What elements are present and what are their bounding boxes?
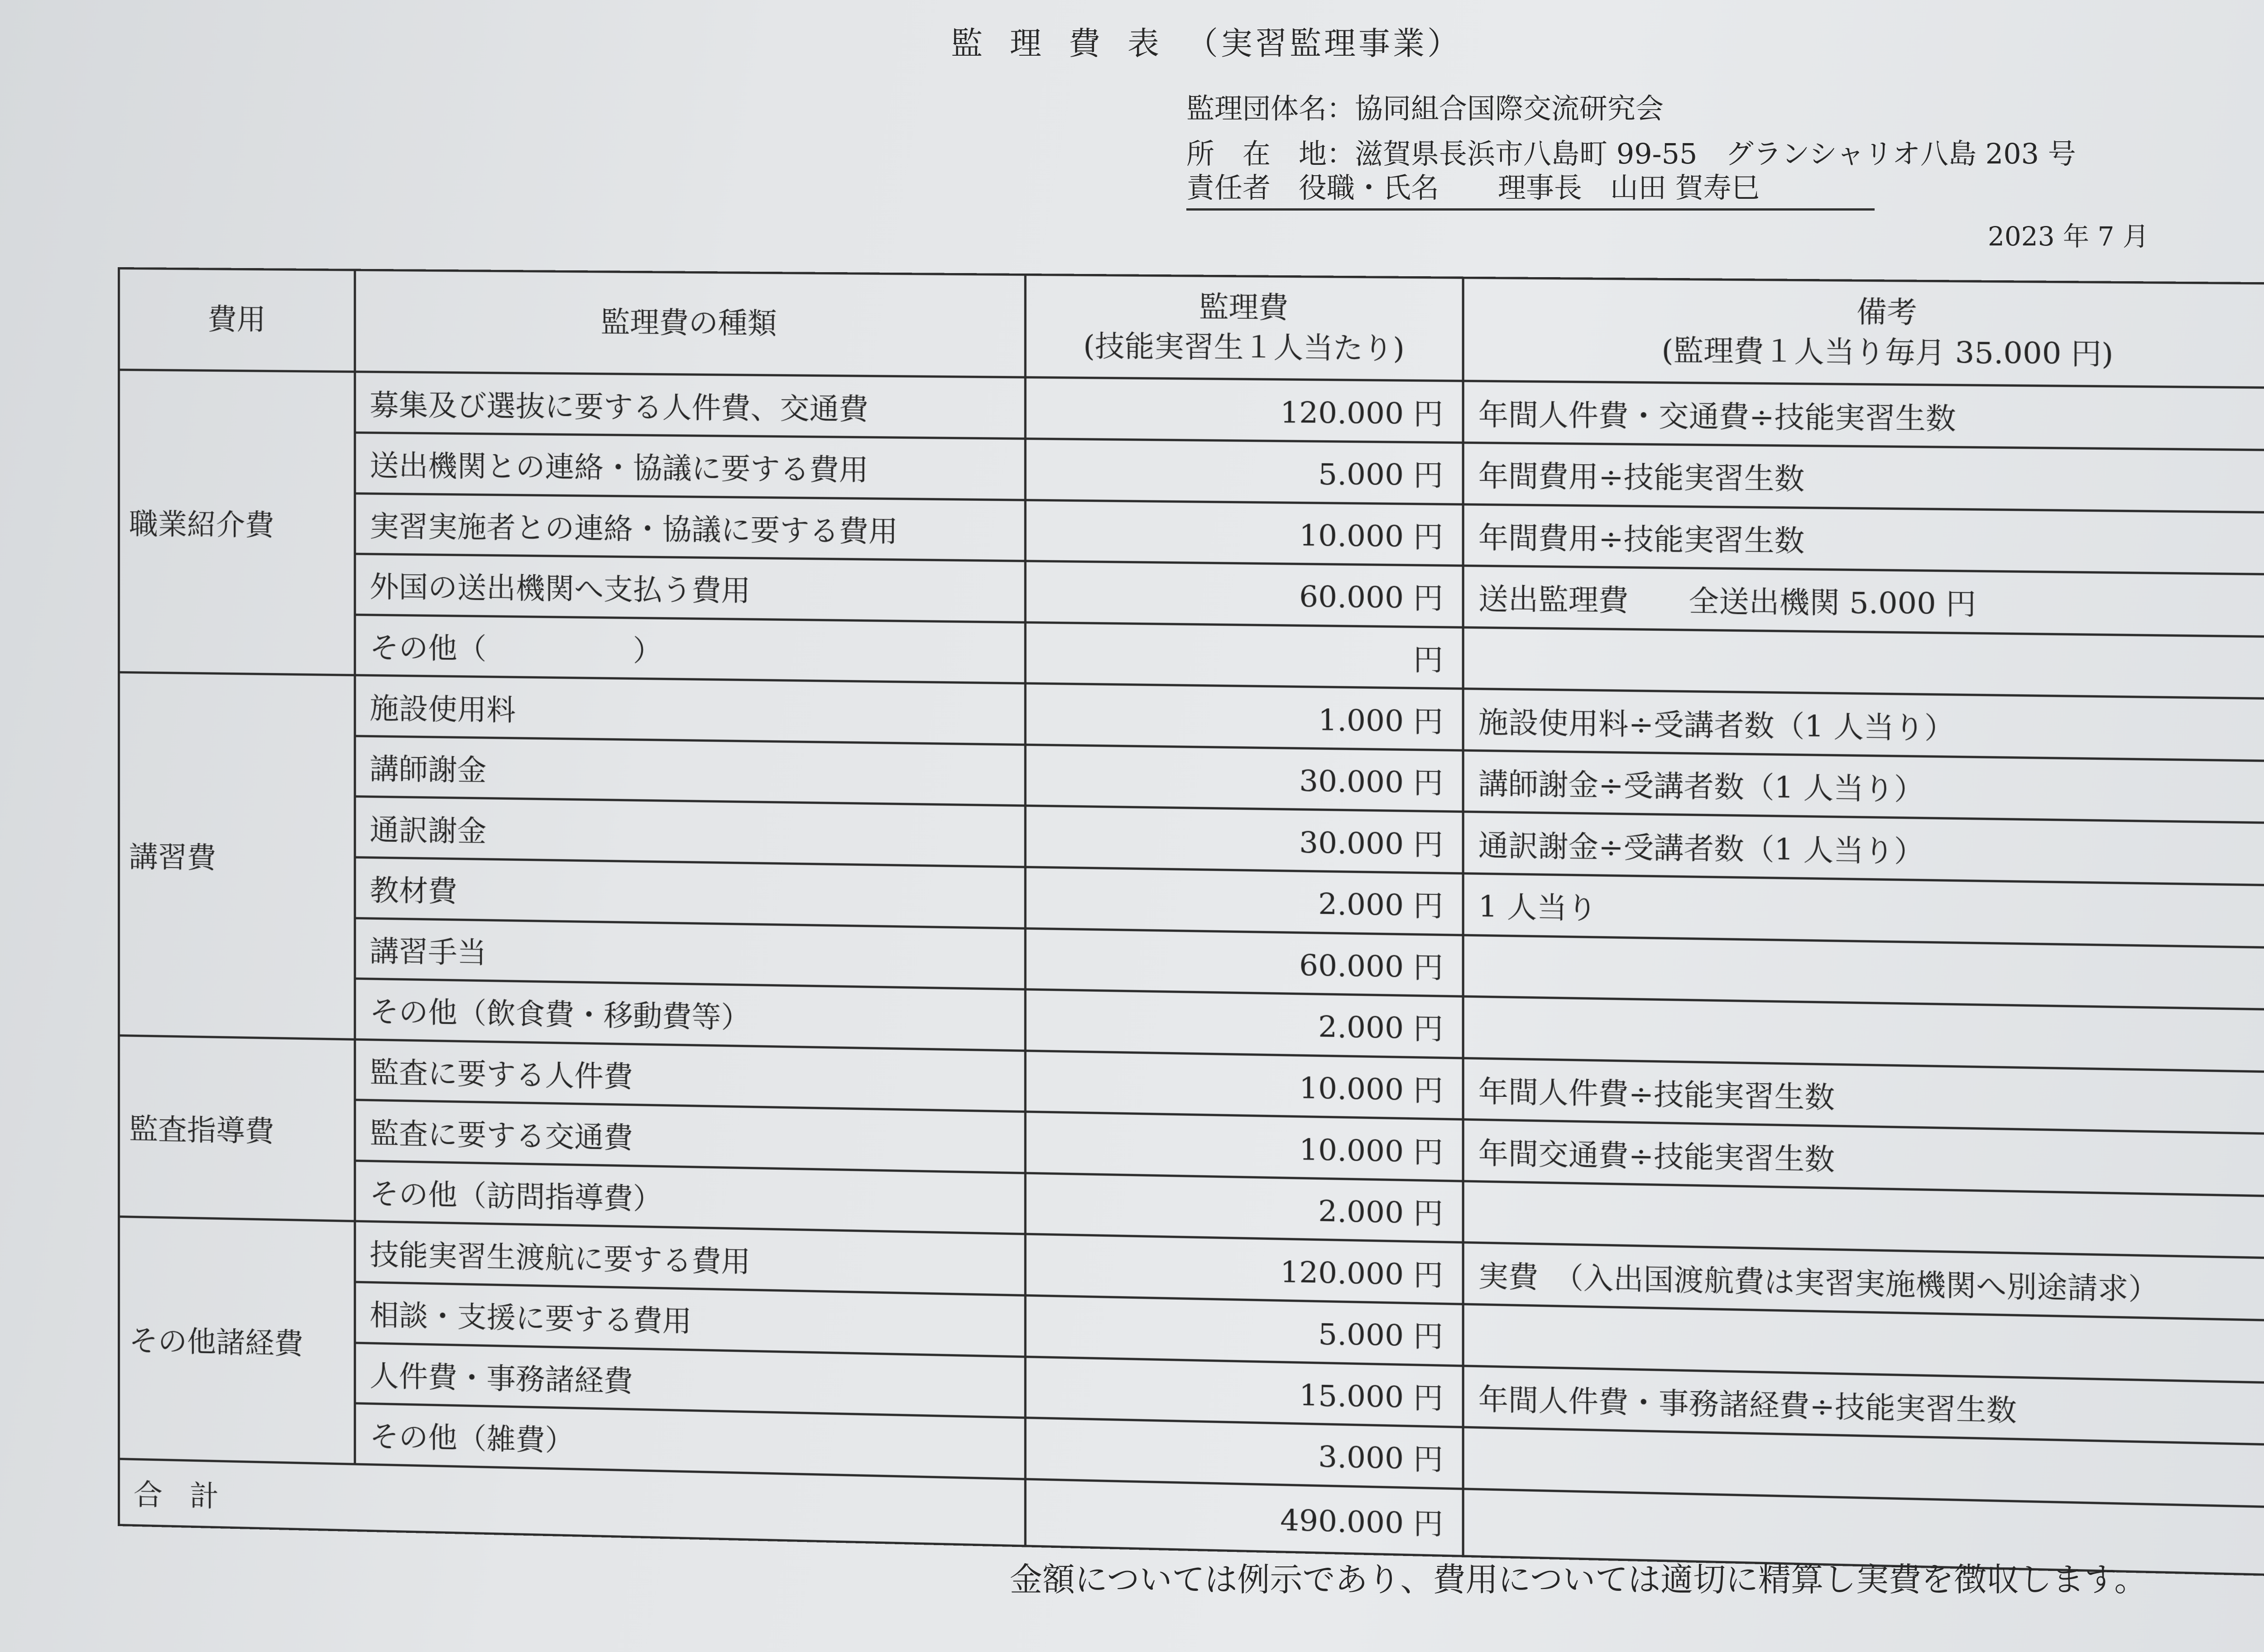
fee-note-cell: 年間人件費・交通費÷技能実習生数 — [1463, 381, 2264, 451]
fee-amount-cell: 10.000 円 — [1025, 1051, 1463, 1119]
fee-amount-cell: 5.000 円 — [1025, 1296, 1463, 1366]
fee-note-cell: 1 人当り — [1463, 874, 2264, 948]
fee-note-cell: 通訳謝金÷受講者数（1 人当り） — [1463, 812, 2264, 886]
category-cell: 職業紹介費 — [119, 370, 355, 675]
fee-type-cell: その他（訪問指導費） — [355, 1161, 1026, 1234]
fee-amount-cell: 10.000 円 — [1025, 500, 1463, 566]
header-fee-title: 監理費 — [1199, 290, 1289, 325]
fee-note-cell: 年間人件費・事務諸経費÷技能実習生数 — [1463, 1366, 2264, 1446]
responsible-line — [1186, 165, 1875, 211]
fee-type-cell: 人件費・事務諸経費 — [355, 1343, 1026, 1418]
fee-type-cell: 教材費 — [355, 857, 1026, 928]
fee-note-cell: 年間交通費÷技能実習生数 — [1463, 1119, 2264, 1197]
fee-note-cell — [1463, 627, 2264, 699]
fee-type-cell: 外国の送出機関へ支払う費用 — [355, 554, 1026, 622]
fee-amount-cell: 2.000 円 — [1025, 989, 1463, 1058]
fee-amount-cell: 30.000 円 — [1025, 744, 1463, 812]
issue-date: 2023 年 7 月 — [1988, 221, 2149, 252]
fee-amount-cell: 2.000 円 — [1025, 867, 1463, 935]
fee-amount-cell: 1.000 円 — [1025, 683, 1463, 750]
fee-note-cell: 年間費用÷技能実習生数 — [1463, 504, 2264, 575]
org-name-line — [1186, 86, 1664, 126]
fee-type-cell: 募集及び選抜に要する人件費、交通費 — [355, 372, 1026, 438]
fee-amount-cell: 120.000 円 — [1025, 1234, 1463, 1304]
fee-type-cell: 実習実施者との連絡・協議に要する費用 — [355, 493, 1026, 561]
fee-amount-cell: 60.000 円 — [1025, 561, 1463, 627]
org-name-label: 監理団体名： — [1186, 92, 1355, 125]
fee-amount-cell: 15.000 円 — [1025, 1357, 1463, 1427]
category-cell: 講習費 — [119, 672, 355, 1039]
fee-type-cell: 監査に要する人件費 — [355, 1039, 1026, 1112]
fee-note-cell: 講師謝金÷受講者数（1 人当り） — [1463, 750, 2264, 824]
fee-type-cell: その他（ ） — [355, 615, 1026, 683]
fee-amount-cell: 60.000 円 — [1025, 928, 1463, 997]
total-label: 合計 — [119, 1459, 1025, 1546]
responsible-label: 責任者 役職・氏名 — [1186, 171, 1439, 204]
header-note-sub: (監理費１人当り毎月 35.000 円) — [1661, 333, 2114, 372]
header-fee — [1025, 275, 1463, 381]
fee-type-cell: 講師謝金 — [355, 736, 1026, 806]
fee-note-cell: 実費 （入出国渡航費は実習実施機関へ別途請求） — [1463, 1243, 2264, 1321]
fee-amount-cell: 30.000 円 — [1025, 806, 1463, 873]
fee-type-cell: その他（飲食費・移動費等） — [355, 979, 1026, 1051]
fee-amount-cell: 10.000 円 — [1025, 1112, 1463, 1181]
title-main: 監理費表 — [951, 25, 1186, 62]
responsible-value: 理事長 山田 賀寿巳 — [1498, 171, 1760, 204]
fee-type-cell: 技能実習生渡航に要する費用 — [355, 1221, 1026, 1296]
fee-note-cell: 年間人件費÷技能実習生数 — [1463, 1058, 2264, 1134]
fee-amount-cell: 5.000 円 — [1025, 439, 1463, 504]
fee-type-cell: 通訳謝金 — [355, 797, 1026, 867]
fee-note-cell: 送出監理費 全送出機関 5.000 円 — [1463, 566, 2264, 637]
header-note — [1463, 278, 2264, 388]
table-header-row — [119, 269, 2264, 389]
fee-amount-cell: 3.000 円 — [1025, 1418, 1463, 1489]
header-type: 監理費の種類 — [355, 270, 1026, 377]
fee-amount-cell: 円 — [1025, 622, 1463, 689]
address-value: 滋賀県長浜市八島町 99-55 グランシャリオ八島 203 号 — [1355, 137, 2076, 170]
category-cell: その他諸経費 — [119, 1217, 355, 1464]
header-fee-sub: (技能実習生１人当たり) — [1083, 329, 1405, 366]
footer-note: 金額については例示であり、費用については適切に精算し実費を徴収します。 — [1010, 1561, 2147, 1599]
address-label: 所 在 地： — [1186, 137, 1355, 170]
title-sub: （実習監理事業） — [1186, 25, 1462, 62]
fee-type-cell: 相談・支援に要する費用 — [355, 1282, 1026, 1357]
fee-amount-cell: 2.000 円 — [1025, 1173, 1463, 1243]
fee-type-cell: 監査に要する交通費 — [355, 1100, 1026, 1173]
fee-type-cell: その他（雑費） — [355, 1403, 1026, 1479]
header-note-title: 備考 — [1856, 295, 1917, 330]
fee-type-cell: 講習手当 — [355, 918, 1026, 989]
fee-type-cell: 送出機関との連絡・協議に要する費用 — [355, 432, 1026, 500]
org-name-value: 協同組合国際交流研究会 — [1355, 92, 1664, 125]
fee-type-cell: 施設使用料 — [355, 675, 1026, 744]
document-title — [951, 18, 1585, 64]
fee-table — [118, 267, 2264, 1577]
fee-note-cell: 施設使用料÷受講者数（1 人当り） — [1463, 689, 2264, 761]
fee-amount-cell: 120.000 円 — [1025, 378, 1463, 443]
fee-note-cell: 年間費用÷技能実習生数 — [1463, 442, 2264, 512]
total-amount: 490.000 円 — [1025, 1479, 1463, 1556]
category-cell: 監査指導費 — [119, 1035, 355, 1221]
header-cost: 費用 — [119, 269, 355, 372]
